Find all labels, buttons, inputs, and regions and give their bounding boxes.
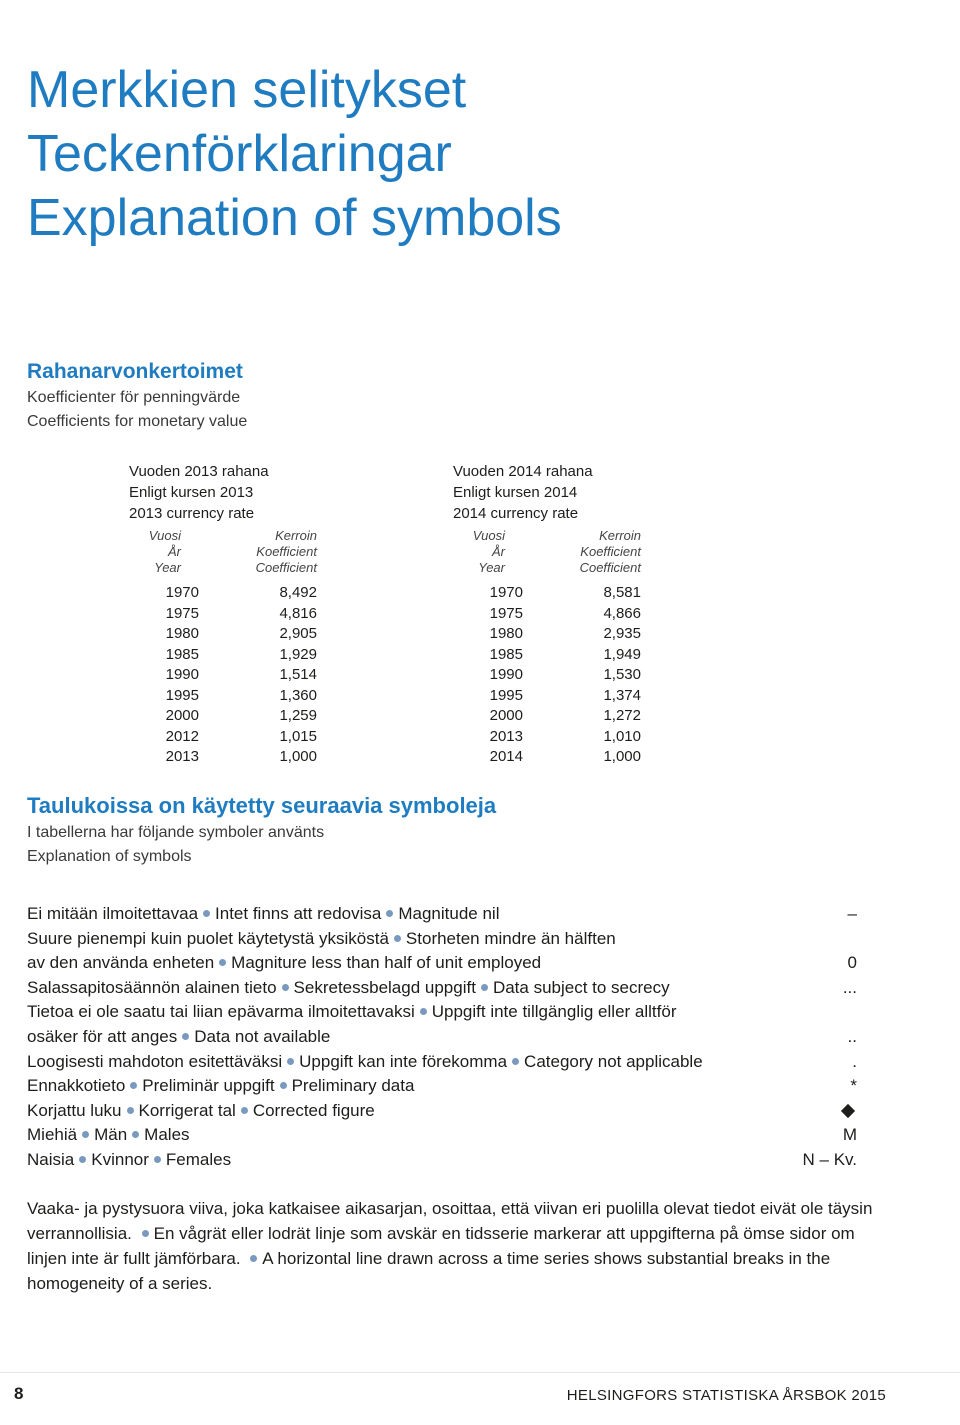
symbols-section [27, 791, 496, 869]
legend-text: Uppgift inte tillgänglig eller alltför [431, 1002, 677, 1022]
year-cell: 1975 [165, 604, 199, 622]
year-cell: 1980 [489, 625, 523, 642]
legend-text: Sekretessbelagd uppgift [293, 977, 476, 997]
coefficient-cell: 1,374 [603, 686, 641, 704]
year-cell: 2000 [165, 707, 199, 724]
table-row [453, 707, 693, 728]
table-body [453, 584, 693, 769]
table-row [129, 748, 369, 769]
bullet-icon [282, 984, 289, 991]
column-headers [129, 528, 369, 578]
bullet-icon [250, 1255, 257, 1262]
diamond-icon [843, 1099, 857, 1124]
year-label-en: Year [154, 560, 181, 575]
legend-text: Kvinnor [91, 1149, 149, 1169]
table-body [129, 584, 369, 769]
legend-text: Storheten mindre än hälften [405, 928, 616, 948]
bullet-icon [219, 959, 226, 966]
legend-text: Females [165, 1149, 232, 1169]
table-row [129, 687, 369, 708]
table-heading-en: 2013 currency rate [129, 505, 255, 522]
coefficients-subheading-en: Coefficients for monetary value [27, 413, 248, 430]
year-cell: 2000 [489, 707, 523, 724]
year-cell: 1985 [165, 645, 199, 663]
legend-row [27, 976, 857, 1001]
table-row [453, 728, 693, 749]
bullet-icon [394, 935, 401, 942]
year-cell: 1990 [489, 666, 523, 683]
legend-symbol: .. [847, 1026, 857, 1046]
legend-symbol: * [850, 1076, 857, 1096]
legend-symbol: M [842, 1125, 857, 1145]
coefficients-subheading-sv: Koefficienter för penningvärde [27, 389, 241, 406]
bullet-icon [203, 910, 210, 917]
coefficient-cell: 1,949 [603, 645, 641, 663]
table-heading-fi: Vuoden 2013 rahana [129, 463, 269, 480]
year-cell: 1985 [489, 645, 523, 663]
bullet-icon [154, 1156, 161, 1163]
coefficient-cell: 2,905 [279, 625, 317, 642]
legend-text: Ennakkotieto [27, 1076, 126, 1096]
table-heading-fi: Vuoden 2014 rahana [453, 463, 593, 480]
coefficient-cell: 4,816 [279, 604, 317, 622]
coefficient-cell: 1,929 [279, 645, 317, 663]
table-row [129, 666, 369, 687]
table-row [129, 646, 369, 667]
bullet-icon [420, 1008, 427, 1015]
legend-text: osäker för att anges [27, 1026, 178, 1046]
note-finnish: Vaaka- ja pystysuora viiva, joka katkaisee aikasarjan, osoittaa, että viivan eri puolilla olevat tiedot eivät ole täysin verrannollisia. [27, 1199, 873, 1243]
legend-text: Suure pienempi kuin puolet käytetystä yksiköstä [27, 928, 389, 948]
legend-row [27, 902, 857, 927]
table-row [129, 707, 369, 728]
legend-text: Korrigerat tal [138, 1100, 236, 1120]
coefficient-cell: 1,514 [279, 666, 317, 683]
legend-text: Magnitude nil [398, 904, 500, 923]
table-heading-en: 2014 currency rate [453, 505, 579, 522]
coefficient-table-2013 [129, 461, 369, 769]
year-label-fi: Vuosi [148, 528, 181, 543]
bullet-icon [182, 1033, 189, 1040]
year-cell: 1995 [489, 686, 523, 704]
legend-row [27, 1025, 857, 1050]
bullet-icon [287, 1058, 294, 1065]
legend-row [27, 1000, 857, 1025]
coef-label-sv: Koefficient [256, 544, 317, 559]
legend-row [27, 1074, 857, 1099]
legend-row [27, 927, 857, 952]
legend-text: Tietoa ei ole saatu tai liian epävarma ilmoitettavaksi [27, 1002, 415, 1022]
coefficient-cell: 1,259 [279, 707, 317, 724]
legend-symbol: ... [842, 977, 857, 997]
legend-text: Korjattu luku [27, 1100, 122, 1120]
coefficient-cell: 8,581 [603, 584, 641, 601]
bullet-icon [130, 1082, 137, 1089]
year-cell: 2013 [165, 748, 199, 765]
year-column-header [149, 528, 181, 576]
table-row [453, 748, 693, 769]
legend-text: av den använda enheten [27, 953, 215, 973]
legend-text: Magniture less than half of unit employed [231, 953, 542, 973]
symbols-subheading-en: Explanation of symbols [27, 848, 192, 865]
coefficient-cell: 4,866 [603, 604, 641, 622]
table-row [453, 687, 693, 708]
page-number: 8 [14, 1384, 24, 1403]
legend-row [27, 1099, 857, 1124]
table-row [453, 625, 693, 646]
bullet-icon [79, 1156, 86, 1163]
legend-text: Category not applicable [524, 1051, 703, 1071]
legend-text: Data not available [194, 1026, 331, 1046]
legend-text: Ei mitään ilmoitettavaa [27, 904, 199, 923]
time-series-note [27, 1196, 897, 1296]
year-label-fi: Vuosi [472, 528, 505, 543]
bullet-icon [512, 1058, 519, 1065]
coefficient-cell: 2,935 [603, 625, 641, 642]
legend-row [27, 951, 857, 976]
table-heading-sv: Enligt kursen 2013 [129, 484, 254, 501]
bullet-icon [481, 984, 488, 991]
coefficient-column-header [256, 528, 317, 576]
legend-symbol: – [847, 904, 857, 923]
year-label-en: Year [478, 560, 505, 575]
bullet-icon [386, 910, 393, 917]
table-row [453, 605, 693, 626]
footer-divider [0, 1372, 960, 1373]
coefficient-cell: 1,000 [603, 748, 641, 765]
table-row [129, 605, 369, 626]
diamond-icon [841, 1104, 855, 1118]
legend-text: Data subject to secrecy [492, 977, 670, 997]
year-cell: 1980 [165, 625, 199, 642]
coefficient-cell: 1,360 [279, 686, 317, 704]
legend-row [27, 1148, 857, 1173]
table-row [453, 666, 693, 687]
legend-text: Preliminär uppgift [142, 1076, 275, 1096]
coef-label-en: Coefficient [255, 560, 317, 575]
year-cell: 1995 [165, 686, 199, 704]
coefficient-cell: 1,530 [603, 666, 641, 683]
year-cell: 1990 [165, 666, 199, 683]
legend-text: Intet finns att redovisa [215, 904, 382, 923]
publication-title: HELSINGFORS STATISTISKA ÅRSBOK 2015 [566, 1387, 886, 1404]
bullet-icon [241, 1107, 248, 1114]
table-row [129, 584, 369, 605]
bullet-icon [132, 1131, 139, 1138]
coefficients-heading: Rahanarvonkertoimet [27, 360, 243, 383]
legend-symbol: 0 [847, 953, 857, 973]
legend-symbol: N – Kv. [802, 1149, 857, 1169]
symbol-legend [27, 902, 857, 1173]
title-english: Explanation of symbols [27, 189, 562, 247]
legend-symbol: . [852, 1051, 857, 1071]
coefficient-cell: 1,272 [603, 707, 641, 724]
coefficient-column-header [580, 528, 641, 576]
table-row [453, 646, 693, 667]
legend-text: Salassapitosäännön alainen tieto [27, 977, 277, 997]
legend-text: Loogisesti mahdoton esitettäväksi [27, 1051, 283, 1071]
legend-row [27, 1123, 857, 1148]
coefficient-cell: 1,000 [279, 748, 317, 765]
legend-text: Uppgift kan inte förekomma [299, 1051, 508, 1071]
table-heading-sv: Enligt kursen 2014 [453, 484, 578, 501]
legend-text: Corrected figure [252, 1100, 375, 1120]
page-title [27, 58, 562, 250]
year-cell: 2013 [489, 727, 523, 745]
table-row [129, 625, 369, 646]
coefficient-cell: 1,010 [603, 727, 641, 745]
coefficient-cell: 1,015 [279, 727, 317, 745]
bullet-icon [82, 1131, 89, 1138]
coefficients-section [27, 358, 247, 434]
legend-text: Males [144, 1125, 190, 1145]
year-cell: 1970 [489, 584, 523, 601]
year-cell: 1975 [489, 604, 523, 622]
table-row [129, 728, 369, 749]
legend-text: Män [94, 1125, 128, 1145]
year-label-sv: År [168, 544, 181, 559]
title-finnish: Merkkien selitykset [27, 61, 467, 119]
table-row [453, 584, 693, 605]
coefficient-table-2014 [453, 461, 693, 769]
coef-label-en: Coefficient [579, 560, 641, 575]
note-swedish: En vågrät eller lodrät linje som avskär en tidsserie markerar att uppgifterna på ömse sidor om linjen inte är fullt jämförbara. [27, 1224, 855, 1268]
coef-label-sv: Koefficient [580, 544, 641, 559]
symbols-subheading-sv: I tabellerna har följande symboler använts [27, 824, 325, 841]
symbols-heading: Taulukoissa on käytetty seuraavia symboleja [27, 793, 497, 818]
coefficient-cell: 8,492 [279, 584, 317, 601]
year-cell: 1970 [165, 584, 199, 601]
legend-text: Miehiä [27, 1125, 78, 1145]
year-cell: 2014 [489, 748, 523, 765]
bullet-icon [280, 1082, 287, 1089]
year-cell: 2012 [165, 727, 199, 745]
legend-row [27, 1050, 857, 1075]
bullet-icon [127, 1107, 134, 1114]
title-swedish: Teckenförklaringar [27, 125, 452, 183]
year-column-header [473, 528, 505, 576]
bullet-icon [142, 1230, 149, 1237]
legend-text: Preliminary data [291, 1076, 415, 1096]
coef-label-fi: Kerroin [599, 528, 641, 543]
column-headers [453, 528, 693, 578]
legend-text: Naisia [27, 1149, 75, 1169]
coef-label-fi: Kerroin [275, 528, 317, 543]
note-english: A horizontal line drawn across a time series shows substantial breaks in the homogeneity of a series. [27, 1249, 831, 1293]
year-label-sv: År [492, 544, 505, 559]
